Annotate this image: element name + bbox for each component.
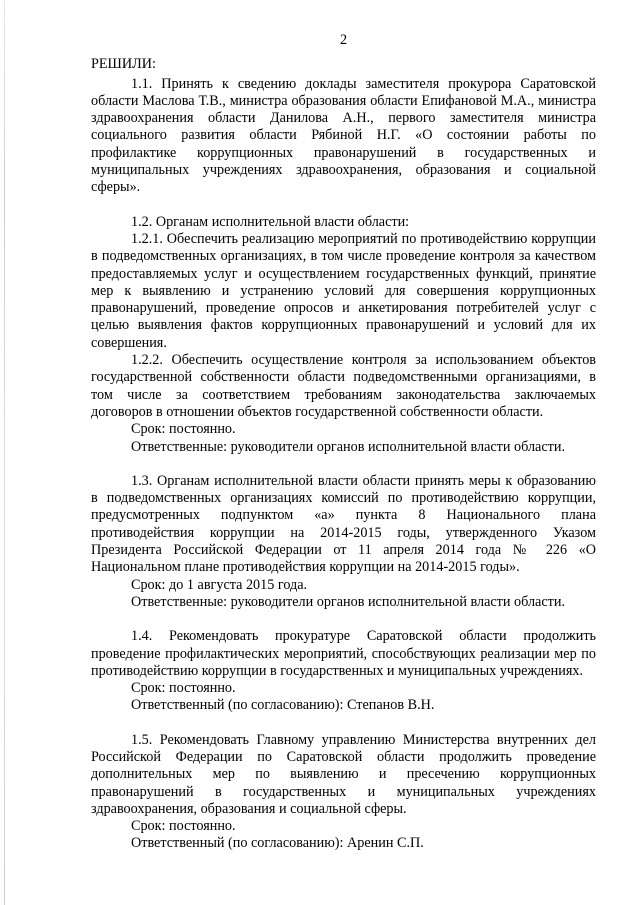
decision-heading: РЕШИЛИ: [91, 56, 156, 73]
paragraph: Ответственные: руководители органов исполнительной власти области. [131, 593, 565, 610]
paragraph: 1.2.2. Обеспечить осуществление контроля за использованием объектов государственной собственности области подведомственными организациями, в том числе за соответствием требованиям законодательства заключаемых договоров в отношении объектов государственной собственности области. [91, 352, 596, 420]
paragraph: 1.1. Принять к сведению доклады заместителя прокурора Саратовской области Маслова Т.В., министра образования области Епифановой М.А., министра здравоохранения области Данилова А.Н., первого заместителя министра социального развития области Рябиной Н.Г. «О состоянии работы по профилактике коррупционных правонарушений в государственных и муниципальных учреждениях здравоохранения, образования и социальной сферы». [91, 75, 596, 196]
paragraph-spacer [91, 611, 596, 628]
paragraph: Срок: до 1 августа 2015 года. [131, 576, 308, 593]
paragraph-spacer [91, 456, 596, 473]
paragraph: Ответственные: руководители органов исполнительной власти области. [131, 438, 565, 455]
paragraph: 1.5. Рекомендовать Главному управлению Министерства внутренних дел Российской Федерации по Саратовской области продолжить проведение дополнительных мер по выявлению и пресечению коррупционных правонарушений в государственных и муниципальных учреждениях здравоохранения, образования и социальной сферы. [91, 731, 596, 817]
paragraph: Срок: постоянно. [131, 818, 236, 835]
paragraph: Срок: постоянно. [131, 680, 236, 697]
page-number: 2 [339, 32, 348, 48]
paragraph: Срок: постоянно. [131, 421, 236, 438]
paragraph: Ответственный (по согласованию): Степанов В.Н. [131, 697, 435, 714]
paragraph: Ответственный (по согласованию): Аренин С.П. [131, 835, 424, 852]
paragraph-spacer [91, 715, 596, 732]
paragraph: 1.2. Органам исполнительной власти области: [131, 213, 410, 230]
page-edge-line [4, 0, 5, 905]
paragraph-spacer [91, 197, 596, 214]
document-page [91, 32, 596, 853]
paragraph: 1.2.1. Обеспечить реализацию мероприятий по противодействию коррупции в подведомственных организациях, в том числе проведение контроля за качеством предоставляемых услуг и осуществлением государственных функций, принятие мер к выявлению и устранению условий для совершения коррупционных правонарушений, проведение опросов и анкетирования потребителей услуг с целью выявления фактов коррупционных правонарушений и условий для их совершения. [91, 230, 596, 351]
paragraph: 1.4. Рекомендовать прокуратуре Саратовской области продолжить проведение профилактических мероприятий, способствующих реализации мер по противодействию коррупции в государственных и муниципальных учреждениях. [91, 628, 596, 679]
paragraph: 1.3. Органам исполнительной власти области принять меры к образованию в подведомственных организациях комиссий по противодействию коррупции, предусмотренных подпунктом «а» пункта 8 Национального плана противодействия коррупции на 2014-2015 годы, утвержденного Указом Президента Российской Федерации от 11 апреля 2014 года № 226 «О Национальном плане противодействия коррупции на 2014-2015 годы». [91, 472, 596, 576]
document-body [91, 76, 596, 853]
